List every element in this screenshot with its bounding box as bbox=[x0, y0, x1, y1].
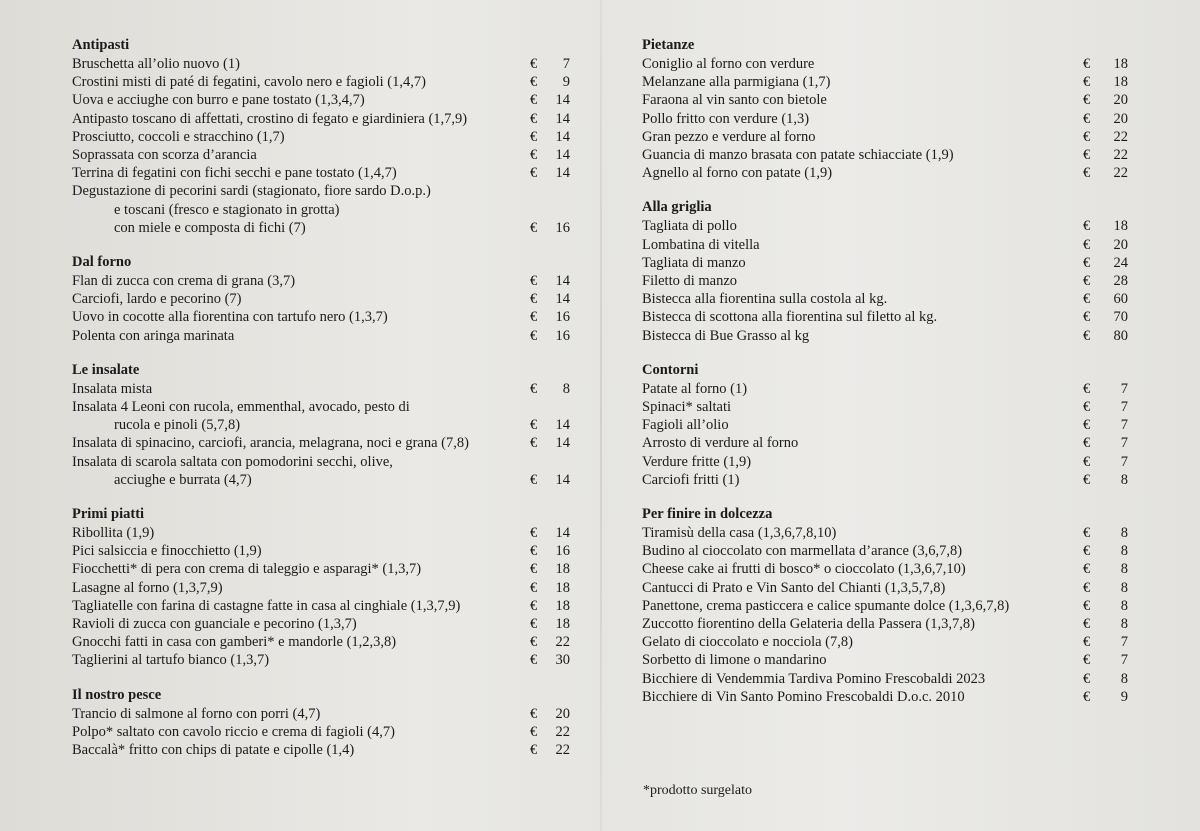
euro-sign: € bbox=[1083, 453, 1091, 470]
item-price: 24 bbox=[1113, 254, 1128, 271]
euro-sign: € bbox=[1083, 273, 1091, 290]
item-name: Carciofi, lardo e pecorino (7) bbox=[72, 291, 242, 308]
euro-sign: € bbox=[530, 417, 538, 434]
item-price: 22 bbox=[555, 742, 570, 759]
item-price: 20 bbox=[1113, 92, 1128, 109]
section-title: Antipasti bbox=[72, 37, 130, 53]
euro-sign: € bbox=[1083, 561, 1091, 578]
item-name: Trancio di salmone al forno con porri (4,7) bbox=[72, 705, 321, 722]
euro-sign: € bbox=[530, 56, 538, 72]
item-price: 14 bbox=[555, 417, 570, 434]
euro-sign: € bbox=[1083, 597, 1091, 614]
menu-item bbox=[642, 290, 1147, 308]
item-name: Faraona al vin santo con bietole bbox=[642, 92, 827, 109]
item-name: Tagliata di pollo bbox=[642, 218, 737, 235]
item-name: Bistecca di scottona alla fiorentina sul filetto al kg. bbox=[642, 309, 938, 326]
item-price: 7 bbox=[1120, 453, 1128, 470]
item-name: Patate al forno (1) bbox=[642, 380, 748, 397]
item-name: Pollo fritto con verdure (1,3) bbox=[642, 110, 810, 127]
menu-item bbox=[642, 597, 1147, 615]
item-name-continuation: rucola e pinoli (5,7,8) bbox=[114, 417, 241, 434]
menu-item bbox=[642, 236, 1147, 254]
menu-item bbox=[642, 688, 1147, 706]
euro-sign: € bbox=[1083, 147, 1091, 164]
item-price: 18 bbox=[555, 597, 570, 614]
euro-sign: € bbox=[1083, 327, 1091, 344]
euro-sign: € bbox=[1083, 670, 1091, 687]
menu-item bbox=[642, 542, 1147, 560]
item-price: 7 bbox=[1120, 652, 1128, 669]
euro-sign: € bbox=[1083, 128, 1091, 145]
euro-sign: € bbox=[530, 634, 538, 651]
menu-item bbox=[642, 55, 1147, 73]
menu-item bbox=[72, 146, 580, 164]
menu-item bbox=[72, 633, 580, 651]
menu-item bbox=[72, 560, 580, 578]
item-price: 30 bbox=[555, 652, 570, 669]
item-price: 8 bbox=[1120, 597, 1128, 614]
euro-sign: € bbox=[1083, 56, 1091, 72]
section-antipasti bbox=[72, 36, 580, 237]
page-fold bbox=[600, 0, 602, 831]
item-name: Terrina di fegatini con fichi secchi e pane tostato (1,4,7) bbox=[72, 165, 397, 182]
menu-item bbox=[642, 128, 1147, 146]
item-price: 14 bbox=[555, 147, 570, 164]
menu-item bbox=[72, 651, 580, 669]
item-price: 28 bbox=[1113, 273, 1128, 290]
item-name: Budino al cioccolato con marmellata d’arance (3,6,7,8) bbox=[642, 543, 963, 560]
item-price: 7 bbox=[1120, 399, 1128, 416]
item-price: 80 bbox=[1113, 327, 1128, 344]
section-title: Per finire in dolcezza bbox=[642, 506, 773, 523]
section-title: Pietanze bbox=[642, 37, 695, 53]
menu-item bbox=[642, 560, 1147, 578]
menu-item bbox=[642, 254, 1147, 272]
euro-sign: € bbox=[530, 327, 538, 344]
section-pietanze bbox=[642, 36, 1147, 182]
menu-item bbox=[72, 434, 580, 452]
item-name: Taglierini al tartufo bianco (1,3,7) bbox=[72, 652, 270, 669]
item-price: 18 bbox=[555, 561, 570, 578]
item-price: 70 bbox=[1113, 309, 1128, 326]
euro-sign: € bbox=[530, 579, 538, 596]
menu-item bbox=[642, 416, 1147, 434]
menu-item bbox=[642, 73, 1147, 91]
menu-item bbox=[72, 128, 580, 146]
section-title: Primi piatti bbox=[72, 506, 145, 523]
section-alla-griglia bbox=[642, 198, 1147, 344]
item-name: Degustazione di pecorini sardi (stagionato, fiore sardo D.o.p.) bbox=[72, 183, 431, 200]
menu-item bbox=[642, 615, 1147, 633]
euro-sign: € bbox=[1083, 435, 1091, 452]
item-price: 22 bbox=[1113, 147, 1128, 164]
item-price: 14 bbox=[555, 165, 570, 182]
item-price: 20 bbox=[555, 705, 570, 722]
euro-sign: € bbox=[530, 616, 538, 633]
item-name-continuation: e toscani (fresco e stagionato in grotta) bbox=[114, 201, 340, 218]
right-column bbox=[642, 36, 1147, 722]
euro-sign: € bbox=[530, 273, 538, 290]
menu-item bbox=[72, 308, 580, 326]
menu-item bbox=[642, 398, 1147, 416]
item-name: Tagliata di manzo bbox=[642, 254, 746, 271]
euro-sign: € bbox=[1083, 399, 1091, 416]
menu-item bbox=[642, 434, 1147, 452]
euro-sign: € bbox=[1083, 236, 1091, 253]
item-price: 7 bbox=[1120, 380, 1128, 397]
euro-sign: € bbox=[1083, 652, 1091, 669]
menu-item bbox=[72, 453, 580, 489]
item-price: 22 bbox=[555, 634, 570, 651]
item-price: 8 bbox=[1120, 471, 1128, 488]
euro-sign: € bbox=[530, 742, 538, 759]
item-price: 8 bbox=[1120, 670, 1128, 687]
item-price: 18 bbox=[1113, 74, 1128, 91]
item-price: 8 bbox=[1120, 525, 1128, 542]
item-price: 60 bbox=[1113, 291, 1128, 308]
euro-sign: € bbox=[1083, 471, 1091, 488]
item-price: 18 bbox=[555, 616, 570, 633]
euro-sign: € bbox=[1083, 110, 1091, 127]
item-name: Baccalà* fritto con chips di patate e cipolle (1,4) bbox=[72, 742, 355, 759]
item-name: Insalata 4 Leoni con rucola, emmenthal, avocado, pesto di bbox=[72, 399, 410, 416]
euro-sign: € bbox=[530, 147, 538, 164]
item-price: 20 bbox=[1113, 236, 1128, 253]
menu-item bbox=[72, 380, 580, 398]
section-contorni bbox=[642, 361, 1147, 489]
section-per-finire-in-dolcezza bbox=[642, 505, 1147, 706]
item-price: 16 bbox=[555, 327, 570, 344]
menu-item bbox=[72, 327, 580, 345]
item-price: 20 bbox=[1113, 110, 1128, 127]
item-name: Gran pezzo e verdure al forno bbox=[642, 128, 816, 145]
euro-sign: € bbox=[530, 705, 538, 722]
left-column bbox=[72, 36, 580, 775]
item-name: Insalata mista bbox=[72, 380, 153, 397]
item-price: 7 bbox=[562, 56, 570, 72]
item-price: 8 bbox=[1120, 579, 1128, 596]
item-price: 18 bbox=[1113, 218, 1128, 235]
item-name: Bistecca di Bue Grasso al kg bbox=[642, 327, 810, 344]
item-name: Cheese cake ai frutti di bosco* o cioccolato (1,3,6,7,10) bbox=[642, 561, 966, 578]
item-name: Polpo* saltato con cavolo riccio e crema di fagioli (4,7) bbox=[72, 723, 395, 740]
euro-sign: € bbox=[1083, 218, 1091, 235]
item-name: Uova e acciughe con burro e pane tostato (1,3,4,7) bbox=[72, 92, 365, 109]
euro-sign: € bbox=[1083, 380, 1091, 397]
euro-sign: € bbox=[1083, 634, 1091, 651]
item-price: 14 bbox=[555, 110, 570, 127]
menu-item bbox=[642, 91, 1147, 109]
item-name: Ravioli di zucca con guanciale e pecorino (1,3,7) bbox=[72, 616, 357, 633]
menu-item bbox=[642, 110, 1147, 128]
menu-item bbox=[642, 327, 1147, 345]
item-name: Cantucci di Prato e Vin Santo del Chianti (1,3,5,7,8) bbox=[642, 579, 946, 596]
item-name: Melanzane alla parmigiana (1,7) bbox=[642, 74, 831, 91]
item-price: 16 bbox=[555, 543, 570, 560]
item-name: Sorbetto di limone o mandarino bbox=[642, 652, 827, 669]
menu-item bbox=[642, 579, 1147, 597]
menu-item bbox=[642, 380, 1147, 398]
menu-item bbox=[642, 164, 1147, 182]
menu-item bbox=[642, 453, 1147, 471]
menu-item bbox=[72, 110, 580, 128]
section-title: Dal forno bbox=[72, 254, 132, 271]
euro-sign: € bbox=[530, 543, 538, 560]
euro-sign: € bbox=[1083, 291, 1091, 308]
item-name: Gelato di cioccolato e nocciola (7,8) bbox=[642, 634, 853, 651]
item-name: Verdure fritte (1,9) bbox=[642, 453, 752, 470]
euro-sign: € bbox=[530, 110, 538, 127]
section-le-insalate bbox=[72, 361, 580, 489]
euro-sign: € bbox=[1083, 254, 1091, 271]
item-price: 18 bbox=[555, 579, 570, 596]
euro-sign: € bbox=[1083, 579, 1091, 596]
euro-sign: € bbox=[530, 435, 538, 452]
item-price: 14 bbox=[555, 273, 570, 290]
item-price: 14 bbox=[555, 471, 570, 488]
item-name: Insalata di scarola saltata con pomodorini secchi, olive, bbox=[72, 453, 393, 470]
item-name: Coniglio al forno con verdure bbox=[642, 56, 815, 72]
menu-item bbox=[72, 272, 580, 290]
item-price: 8 bbox=[1120, 561, 1128, 578]
item-name-continuation: acciughe e burrata (4,7) bbox=[114, 471, 252, 488]
item-name: Agnello al forno con patate (1,9) bbox=[642, 165, 833, 182]
item-name: Ribollita (1,9) bbox=[72, 525, 155, 542]
item-price: 14 bbox=[555, 92, 570, 109]
item-name: Bicchiere di Vin Santo Pomino Frescobaldi D.o.c. 2010 bbox=[642, 688, 965, 705]
euro-sign: € bbox=[1083, 417, 1091, 434]
item-name: Filetto di manzo bbox=[642, 273, 738, 290]
item-name: Crostini misti di paté di fegatini, cavolo nero e fagioli (1,4,7) bbox=[72, 74, 426, 91]
item-name: Fagioli all’olio bbox=[642, 417, 729, 434]
item-name: Flan di zucca con crema di grana (3,7) bbox=[72, 273, 296, 290]
euro-sign: € bbox=[1083, 525, 1091, 542]
euro-sign: € bbox=[530, 471, 538, 488]
euro-sign: € bbox=[530, 652, 538, 669]
item-price: 22 bbox=[1113, 128, 1128, 145]
item-name: Tiramisù della casa (1,3,6,7,8,10) bbox=[642, 525, 837, 542]
item-price: 14 bbox=[555, 525, 570, 542]
euro-sign: € bbox=[1083, 309, 1091, 326]
euro-sign: € bbox=[530, 92, 538, 109]
item-name: Insalata di spinacino, carciofi, arancia, melagrana, noci e grana (7,8) bbox=[72, 435, 469, 452]
euro-sign: € bbox=[530, 525, 538, 542]
menu-item bbox=[642, 308, 1147, 326]
item-name: Panettone, crema pasticcera e calice spumante dolce (1,3,6,7,8) bbox=[642, 597, 1010, 614]
menu-item bbox=[72, 723, 580, 741]
item-price: 8 bbox=[562, 380, 570, 397]
section-dal-forno bbox=[72, 253, 580, 345]
menu-item bbox=[72, 615, 580, 633]
section-primi-piatti bbox=[72, 505, 580, 670]
euro-sign: € bbox=[1083, 74, 1091, 91]
item-name: Tagliatelle con farina di castagne fatte in casa al cinghiale (1,3,7,9) bbox=[72, 597, 461, 614]
menu-item bbox=[72, 182, 580, 237]
menu-item bbox=[72, 290, 580, 308]
item-name: Guancia di manzo brasata con patate schiacciate (1,9) bbox=[642, 147, 954, 164]
item-price: 22 bbox=[1113, 165, 1128, 182]
menu-item bbox=[642, 217, 1147, 235]
menu-item bbox=[642, 471, 1147, 489]
menu-item bbox=[642, 670, 1147, 688]
item-name: Soprassata con scorza d’arancia bbox=[72, 147, 257, 164]
item-price: 9 bbox=[1120, 688, 1128, 705]
menu-item bbox=[72, 73, 580, 91]
menu-item bbox=[642, 272, 1147, 290]
item-name: Arrosto di verdure al forno bbox=[642, 435, 799, 452]
euro-sign: € bbox=[530, 723, 538, 740]
item-price: 8 bbox=[1120, 543, 1128, 560]
euro-sign: € bbox=[1083, 688, 1091, 705]
menu-item bbox=[642, 524, 1147, 542]
menu-item bbox=[72, 705, 580, 723]
section-il-nostro-pesce bbox=[72, 686, 580, 760]
menu-item bbox=[72, 741, 580, 759]
item-price: 8 bbox=[1120, 616, 1128, 633]
item-price: 14 bbox=[555, 435, 570, 452]
item-name-continuation: con miele e composta di fichi (7) bbox=[114, 219, 306, 236]
item-name: Pici salsiccia e finocchietto (1,9) bbox=[72, 543, 262, 560]
item-price: 14 bbox=[555, 128, 570, 145]
item-price: 7 bbox=[1120, 435, 1128, 452]
item-name: Bruschetta all’olio nuovo (1) bbox=[72, 56, 240, 72]
item-name: Uovo in cocotte alla fiorentina con tartufo nero (1,3,7) bbox=[72, 309, 388, 326]
item-name: Zuccotto fiorentino della Gelateria della Passera (1,3,7,8) bbox=[642, 616, 975, 633]
euro-sign: € bbox=[1083, 616, 1091, 633]
euro-sign: € bbox=[530, 291, 538, 308]
footnote: *prodotto surgelato bbox=[643, 783, 753, 798]
euro-sign: € bbox=[530, 128, 538, 145]
item-name: Lasagne al forno (1,3,7,9) bbox=[72, 579, 223, 596]
section-title: Le insalate bbox=[72, 361, 140, 378]
euro-sign: € bbox=[1083, 165, 1091, 182]
item-name: Bistecca alla fiorentina sulla costola al kg. bbox=[642, 291, 888, 308]
menu-item bbox=[72, 91, 580, 109]
item-price: 14 bbox=[555, 291, 570, 308]
euro-sign: € bbox=[530, 219, 538, 236]
item-price: 18 bbox=[1113, 56, 1128, 72]
item-name: Lombatina di vitella bbox=[642, 236, 760, 253]
item-name: Polenta con aringa marinata bbox=[72, 327, 235, 344]
euro-sign: € bbox=[530, 380, 538, 397]
item-price: 16 bbox=[555, 219, 570, 236]
euro-sign: € bbox=[530, 74, 538, 91]
item-price: 16 bbox=[555, 309, 570, 326]
menu-item bbox=[72, 524, 580, 542]
section-title: Il nostro pesce bbox=[72, 686, 162, 703]
menu-item bbox=[72, 164, 580, 182]
item-name: Fiocchetti* di pera con crema di taleggio e asparagi* (1,3,7) bbox=[72, 561, 422, 578]
item-price: 7 bbox=[1120, 417, 1128, 434]
menu-item bbox=[72, 579, 580, 597]
euro-sign: € bbox=[530, 165, 538, 182]
euro-sign: € bbox=[530, 309, 538, 326]
menu-item bbox=[642, 651, 1147, 669]
item-price: 22 bbox=[555, 723, 570, 740]
section-title: Alla griglia bbox=[642, 199, 712, 216]
item-name: Spinaci* saltati bbox=[642, 399, 731, 416]
euro-sign: € bbox=[530, 597, 538, 614]
euro-sign: € bbox=[1083, 543, 1091, 560]
euro-sign: € bbox=[530, 561, 538, 578]
menu-item bbox=[72, 398, 580, 434]
item-name: Bicchiere di Vendemmia Tardiva Pomino Frescobaldi 2023 bbox=[642, 670, 986, 687]
item-name: Carciofi fritti (1) bbox=[642, 471, 740, 488]
menu-item bbox=[72, 55, 580, 73]
item-price: 7 bbox=[1120, 634, 1128, 651]
item-name: Gnocchi fatti in casa con gamberi* e mandorle (1,2,3,8) bbox=[72, 634, 397, 651]
menu-item bbox=[642, 146, 1147, 164]
item-name: Antipasto toscano di affettati, crostino di fegato e giardiniera (1,7,9) bbox=[72, 110, 468, 127]
euro-sign: € bbox=[1083, 92, 1091, 109]
menu-item bbox=[72, 597, 580, 615]
item-price: 9 bbox=[562, 74, 570, 91]
section-title: Contorni bbox=[642, 361, 699, 378]
menu-item bbox=[72, 542, 580, 560]
item-name: Prosciutto, coccoli e stracchino (1,7) bbox=[72, 128, 285, 145]
menu-item bbox=[642, 633, 1147, 651]
